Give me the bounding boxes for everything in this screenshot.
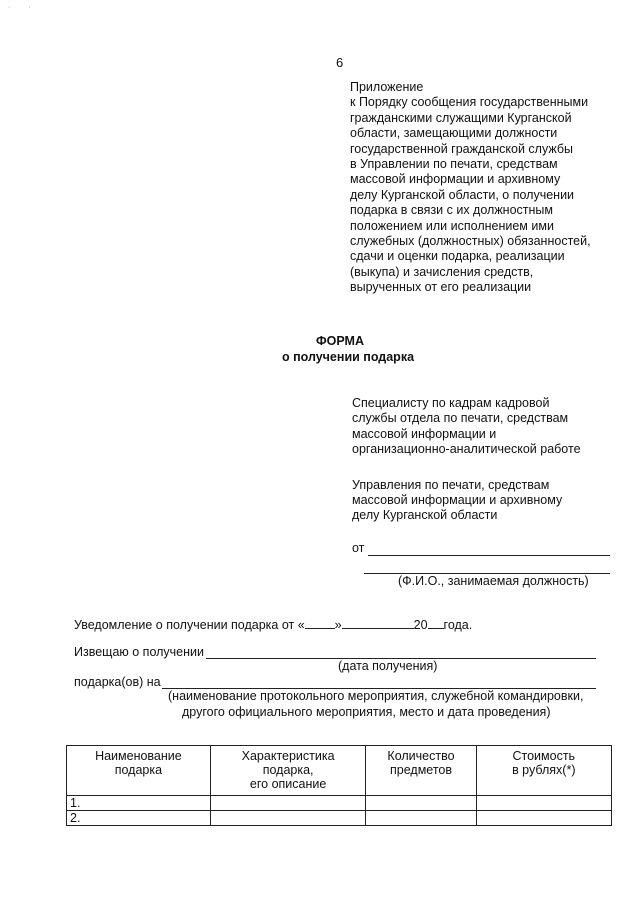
scan-corner-marks: · · xyxy=(8,4,39,11)
appendix-line: вырученных от его реализации xyxy=(350,280,532,295)
notice-month-field[interactable] xyxy=(342,617,414,629)
gift-description-cell[interactable] xyxy=(210,796,366,811)
from-caption: (Ф.И.О., занимаемая должность) xyxy=(398,574,589,588)
event-caption-1: (наименование протокольного мероприятия, служебной командировки, xyxy=(168,689,584,703)
form-title: ФОРМА xyxy=(315,334,364,348)
table-row xyxy=(67,796,612,811)
appendix-line: государственной гражданской службы xyxy=(350,141,573,156)
appendix-line: подарка в связи с их должностным xyxy=(350,203,553,218)
notice-day-field[interactable] xyxy=(305,617,335,629)
from-name-field[interactable] xyxy=(368,555,610,556)
appendix-line: в Управлении по печати, средствам xyxy=(350,157,558,172)
addressee-line: Специалисту по кадрам кадровой xyxy=(352,396,550,410)
row-number: 2. xyxy=(67,811,211,826)
gift-description-cell[interactable] xyxy=(210,811,366,826)
quantity-cell[interactable] xyxy=(366,796,476,811)
notice-date-line xyxy=(74,617,472,632)
appendix-line: делу Курганской области, о получении xyxy=(350,187,575,202)
page-number: 6 xyxy=(336,55,344,70)
addressee-line: службы отдела по печати, средствам xyxy=(352,411,569,426)
appendix-line: к Порядку сообщения государственными xyxy=(350,95,589,110)
cost-cell[interactable] xyxy=(476,811,611,826)
addressee-line: организационно-аналитической работе xyxy=(352,442,581,457)
event-caption-2: другого официального мероприятия, место и дата проведения) xyxy=(182,705,551,719)
appendix-line: массовой информации и архивному xyxy=(350,172,561,187)
from-label: от xyxy=(352,541,365,555)
form-title-block xyxy=(0,333,640,365)
appendix-line: области, замещающими должности xyxy=(350,126,558,141)
notice-suffix: года. xyxy=(443,618,473,632)
inform-label: Извещаю о получении xyxy=(74,645,204,659)
appendix-block xyxy=(350,80,620,296)
header-quantity: Количество предметов xyxy=(366,746,476,796)
header-gift-name: Наименование подарка xyxy=(67,746,211,796)
addressee-block xyxy=(352,396,622,524)
notice-prefix: Уведомление о получении подарка от « xyxy=(74,618,305,632)
appendix-line: служебных (должностных) обязанностей, xyxy=(350,234,591,249)
appendix-title: Приложение xyxy=(350,80,424,94)
notice-year-field[interactable] xyxy=(428,617,444,629)
appendix-line: сдачи и оценки подарка, реализации xyxy=(350,249,565,264)
form-subtitle: о получении подарка xyxy=(281,350,415,364)
gifts-label: подарка(ов) на xyxy=(74,675,161,689)
notice-mid: » xyxy=(334,618,342,632)
row-number: 1. xyxy=(67,796,211,811)
header-gift-description: Характеристика подарка, его описание xyxy=(210,746,366,796)
header-cost: Стоимость в рублях(*) xyxy=(476,746,611,796)
addressee-line: делу Курганской области xyxy=(352,508,498,523)
appendix-line: (выкупа) и зачисления средств, xyxy=(350,264,534,279)
addressee-line: массовой информации и xyxy=(352,426,497,441)
appendix-line: гражданскими служащими Курганской xyxy=(350,110,572,125)
receipt-date-caption: (дата получения) xyxy=(338,659,438,673)
quantity-cell[interactable] xyxy=(366,811,476,826)
notice-year-prefix: 20 xyxy=(413,618,428,632)
addressee-line: массовой информации и архивному xyxy=(352,493,563,508)
addressee-line: Управления по печати, средствам xyxy=(352,477,550,492)
appendix-line: положением или исполнением ими xyxy=(350,218,554,233)
table-row xyxy=(67,811,612,826)
table-header-row xyxy=(67,746,612,796)
gifts-table xyxy=(66,745,612,826)
cost-cell[interactable] xyxy=(476,796,611,811)
